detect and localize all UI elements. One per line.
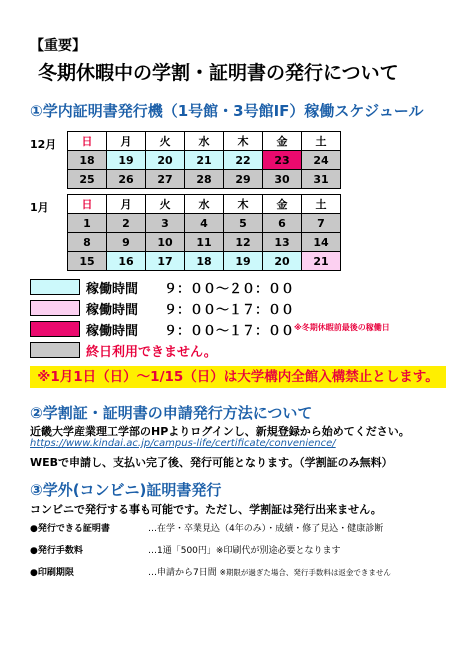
calendar-week-row	[68, 233, 341, 252]
calendar-day-cell: 9	[107, 233, 146, 252]
calendar-day-cell: 30	[263, 170, 302, 189]
legend-note: ※冬期休暇前最後の稼働日	[294, 323, 390, 332]
section2-heading: ②学割証・証明書の申請発行方法について	[30, 404, 313, 422]
calendar-day-cell: 28	[185, 170, 224, 189]
legend-text-1: 稼働時間 ９：００～２０：００	[86, 282, 295, 297]
certificate-link[interactable]: https://www.kindai.ac.jp/campus-life/certificate/convenience/	[30, 438, 336, 449]
calendar-day-cell: 5	[224, 214, 263, 233]
weekday-mon: 月	[107, 132, 146, 151]
calendar-day-cell: 18	[185, 252, 224, 271]
calendar-day-cell: 19	[107, 151, 146, 170]
legend-text-3: 稼働時間 ９：００～１７：００	[86, 324, 295, 339]
calendar-day-cell: 2	[107, 214, 146, 233]
section1-heading: ①学内証明書発行機（1号館・3号館IF）稼働スケジュール	[30, 102, 424, 120]
calendar-day-cell: 27	[146, 170, 185, 189]
calendar-day-cell: 13	[263, 233, 302, 252]
calendar-day-cell: 6	[263, 214, 302, 233]
calendar-day-cell: 10	[146, 233, 185, 252]
month-label-january: 1月	[30, 201, 49, 214]
weekday-header-row	[68, 132, 341, 151]
item-value-deadline	[148, 565, 391, 578]
calendar-day-cell: 19	[224, 252, 263, 271]
calendar-day-cell: 4	[185, 214, 224, 233]
calendar-day-cell: 8	[68, 233, 107, 252]
section3-heading: ③学外(コンビニ)証明書発行	[30, 481, 222, 499]
calendar-week-row	[68, 151, 341, 170]
weekday-sun: 日	[68, 195, 107, 214]
calendar-day-cell: 29	[224, 170, 263, 189]
item-value-certificates: …在学・卒業見込（4年のみ）・成績・修了見込・健康診断	[148, 524, 384, 534]
section3-intro: コンビニで発行する事も可能です。ただし、学割証は発行出来ません。	[30, 503, 382, 516]
weekday-header-row	[68, 195, 341, 214]
calendar-day-cell: 16	[107, 252, 146, 271]
legend-text-2: 稼働時間 ９：００～１７：００	[86, 303, 295, 318]
calendar-day-cell: 23	[263, 151, 302, 170]
notice-label: 【重要】	[30, 38, 86, 54]
calendar-day-cell: 20	[263, 252, 302, 271]
item-note-deadline: ※期限が過ぎた場合、発行手数料は返金できません	[219, 568, 391, 577]
calendar-day-cell: 7	[302, 214, 341, 233]
calendar-week-row	[68, 252, 341, 271]
calendar-day-cell: 17	[146, 252, 185, 271]
closure-banner: ※1月1日（日）～1/15（日）は大学構内全館入構禁止とします。	[30, 366, 446, 388]
legend-swatch-gray	[30, 342, 80, 358]
weekday-thu: 木	[224, 195, 263, 214]
legend-text-4: 終日利用できません。	[86, 345, 217, 360]
calendar-day-cell: 21	[185, 151, 224, 170]
calendar-day-cell: 20	[146, 151, 185, 170]
weekday-fri: 金	[263, 132, 302, 151]
weekday-wed: 水	[185, 132, 224, 151]
month-label-december: 12月	[30, 138, 57, 151]
calendar-day-cell: 21	[302, 252, 341, 271]
weekday-sun: 日	[68, 132, 107, 151]
calendar-day-cell: 11	[185, 233, 224, 252]
calendar-day-cell: 15	[68, 252, 107, 271]
legend-swatch-magenta	[30, 321, 80, 337]
calendar-december	[67, 131, 341, 189]
weekday-wed: 水	[185, 195, 224, 214]
calendar-day-cell: 25	[68, 170, 107, 189]
calendar-day-cell: 31	[302, 170, 341, 189]
calendar-day-cell: 12	[224, 233, 263, 252]
weekday-fri: 金	[263, 195, 302, 214]
calendar-day-cell: 1	[68, 214, 107, 233]
calendar-week-row	[68, 214, 341, 233]
item-value-fee: …1通「500円」※印刷代が別途必要となります	[148, 546, 341, 556]
item-label-certificates: ●発行できる証明書	[30, 524, 110, 534]
item-label-fee: ●発行手数料	[30, 546, 83, 556]
weekday-tue: 火	[146, 195, 185, 214]
calendar-day-cell: 26	[107, 170, 146, 189]
legend-swatch-cyan	[30, 279, 80, 295]
weekday-mon: 月	[107, 195, 146, 214]
calendar-day-cell: 24	[302, 151, 341, 170]
weekday-thu: 木	[224, 132, 263, 151]
calendar-day-cell: 3	[146, 214, 185, 233]
calendar-january	[67, 194, 341, 271]
calendar-week-row	[68, 170, 341, 189]
weekday-sat: 土	[302, 132, 341, 151]
weekday-sat: 土	[302, 195, 341, 214]
calendar-day-cell: 18	[68, 151, 107, 170]
page-title: 冬期休暇中の学割・証明書の発行について	[38, 62, 399, 84]
item-label-deadline: ●印刷期限	[30, 568, 74, 578]
calendar-day-cell: 14	[302, 233, 341, 252]
weekday-tue: 火	[146, 132, 185, 151]
legend-swatch-pink	[30, 300, 80, 316]
item-value-deadline-text: …申請から7日間	[148, 568, 217, 578]
section2-line3: WEBで申請し、支払い完了後、発行可能となります。（学割証のみ無料）	[30, 456, 393, 469]
calendar-day-cell: 22	[224, 151, 263, 170]
section2-line1: 近畿大学産業理工学部のHPよりログインし、新規登録から始めてください。	[30, 425, 410, 438]
